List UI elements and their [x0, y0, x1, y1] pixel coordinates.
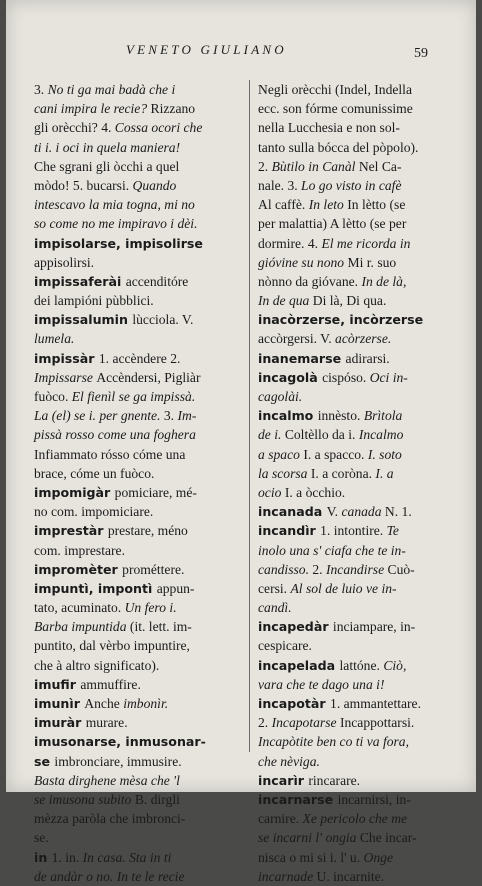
italic-example: Im-	[177, 408, 197, 424]
text-segment: lùcciola. V.	[132, 312, 194, 328]
headword: incapedàr	[258, 619, 333, 635]
text-segment: tato, acuminato.	[34, 600, 125, 616]
text-line	[34, 483, 239, 502]
text-segment: innèsto.	[317, 408, 364, 424]
text-line	[34, 80, 239, 99]
text-segment: se.	[34, 830, 49, 846]
italic-example: La (el) se i. per gnente.	[34, 408, 164, 424]
text-segment: mòdo!	[34, 177, 73, 193]
text-line	[258, 272, 454, 291]
text-line	[34, 617, 239, 636]
italic-example: Incalmo	[358, 427, 404, 443]
headword: imusonarse, inmusonar-	[34, 734, 206, 750]
text-line	[34, 752, 239, 771]
page-number: 59	[414, 46, 428, 61]
text-line	[258, 80, 454, 99]
headword: imuràr	[34, 715, 86, 731]
text-line	[258, 425, 454, 444]
text-segment: B. dirgli	[134, 791, 180, 807]
headword: incarìr	[258, 772, 309, 788]
text-segment: 3.	[287, 177, 302, 193]
text-segment: gli orècchi?	[34, 120, 102, 136]
text-line	[258, 349, 454, 368]
text-line	[258, 329, 454, 348]
text-line	[258, 234, 454, 253]
text-line	[258, 848, 454, 867]
text-segment: Mi r. suo	[347, 254, 397, 270]
text-segment: lattóne.	[339, 657, 384, 673]
italic-example: Xe pericolo che me	[302, 811, 408, 827]
text-line	[34, 598, 239, 617]
text-segment: Che sgrani gli òcchi a quel	[34, 158, 180, 174]
text-line	[34, 118, 239, 137]
text-segment: 2.	[258, 158, 272, 174]
right-column	[258, 80, 454, 886]
italic-example: El fienìl se ga impissà.	[71, 389, 196, 404]
text-segment: murare.	[85, 715, 128, 731]
italic-example: pissà rosso come una foghera	[34, 427, 196, 443]
italic-example: cani impira le recie?	[34, 101, 151, 117]
text-segment: Coltèllo da i.	[284, 427, 359, 443]
text-line	[258, 118, 454, 137]
text-segment: Che incar-	[359, 830, 417, 846]
text-line	[258, 713, 454, 732]
text-segment: adirarsi.	[345, 350, 390, 366]
text-line	[34, 579, 239, 598]
italic-example: Ciò,	[383, 657, 407, 673]
italic-example: se incarni l' ongia	[258, 830, 360, 846]
left-column	[34, 80, 239, 886]
italic-example: Al sol de luio ve in-	[290, 580, 397, 596]
text-line	[258, 656, 454, 675]
italic-example: In leto	[308, 197, 348, 213]
text-line	[34, 445, 239, 464]
text-line	[34, 694, 239, 713]
text-line	[258, 617, 454, 636]
text-line	[34, 771, 239, 790]
text-line	[258, 675, 454, 694]
text-segment: accòrgersi. V.	[258, 331, 336, 347]
text-line	[34, 560, 239, 579]
text-segment: appisolirsi.	[34, 254, 95, 270]
italic-example: inolo una s' ciafa che te in-	[258, 542, 406, 558]
text-segment: accenditóre	[125, 273, 189, 289]
text-segment: Di là, Di qua.	[312, 293, 387, 309]
text-segment: V.	[326, 504, 342, 520]
text-line	[34, 234, 239, 253]
text-line	[258, 368, 454, 387]
text-segment: Infiammato rósso cóme una	[34, 446, 186, 462]
italic-example: In casa. Sta in ti	[82, 849, 172, 865]
italic-example: Incapòtite ben co ti va fora,	[258, 734, 410, 750]
text-line	[34, 176, 239, 195]
italic-example: Incandirse	[325, 561, 388, 577]
running-title: VENETO GIULIANO	[126, 42, 287, 57]
text-segment: 2.	[170, 350, 181, 366]
headword: imunìr	[34, 696, 85, 711]
text-segment: cispóso.	[322, 369, 370, 385]
headword: impuntì, impontì	[34, 580, 157, 596]
text-segment: fuòco.	[34, 389, 72, 404]
text-line	[34, 272, 239, 291]
italic-example: canada	[341, 504, 385, 520]
text-segment: I. a òcchio.	[284, 484, 346, 500]
italic-example: de i.	[258, 427, 285, 443]
italic-example: ocio	[258, 484, 285, 500]
text-line	[34, 138, 239, 157]
text-line	[258, 464, 454, 483]
text-line	[34, 214, 239, 233]
page-header	[6, 38, 476, 64]
text-line	[34, 387, 239, 406]
italic-example: de andàr o no. In te le recie	[34, 868, 185, 884]
text-line	[34, 521, 239, 540]
italic-example: che nèviga.	[258, 753, 320, 769]
text-segment: cersi.	[258, 580, 291, 596]
text-line	[34, 349, 239, 368]
text-line	[258, 157, 454, 176]
text-line	[34, 675, 239, 694]
headword: inacòrzerse, incòrzerse	[258, 312, 424, 328]
text-segment: puntito, dal vèrbo impuntire,	[34, 638, 190, 654]
headword: incapotàr	[258, 696, 331, 711]
text-segment: 5.	[72, 177, 87, 193]
italic-example: Bùtilo in Canàl	[271, 158, 359, 174]
text-segment: dormire.	[258, 235, 308, 251]
text-line	[258, 214, 454, 233]
headword: impomigàr	[34, 484, 115, 500]
text-line	[34, 502, 239, 521]
text-segment: Nel Ca-	[358, 158, 402, 174]
text-line	[258, 195, 454, 214]
text-line	[34, 541, 239, 560]
text-segment: incarnirsi, in-	[337, 791, 411, 807]
italic-example: incarnade	[258, 868, 317, 884]
text-segment: N. 1.	[384, 504, 412, 520]
italic-example: la scorsa	[258, 465, 311, 481]
italic-example: cagolài.	[258, 389, 303, 404]
text-segment: In lètto (se	[347, 197, 406, 213]
text-line	[258, 387, 454, 406]
text-segment: 1. accèndere	[98, 350, 171, 366]
text-segment: 1. in.	[51, 849, 83, 865]
text-line	[34, 464, 239, 483]
text-line	[34, 253, 239, 272]
text-segment: che à altro significato).	[34, 657, 160, 673]
text-line	[258, 752, 454, 771]
text-segment: Incappottarsi.	[339, 715, 415, 731]
text-segment: tanto sulla bócca del pòpolo).	[258, 139, 419, 155]
text-line	[34, 867, 239, 886]
text-line	[258, 483, 454, 502]
italic-example: Barba impuntida	[34, 619, 130, 635]
text-segment: nisca o mi si i. l' u.	[258, 849, 364, 865]
text-line	[258, 138, 454, 157]
headword: impisolarse, impisolirse	[34, 235, 203, 251]
text-segment: bucarsi.	[86, 177, 133, 193]
italic-example: so come no me impiravo i dèi.	[34, 216, 198, 232]
text-segment: U. incarnite.	[316, 868, 385, 884]
book-page	[6, 0, 476, 884]
text-line	[258, 828, 454, 847]
text-line	[34, 828, 239, 847]
text-line	[258, 771, 454, 790]
text-segment: inciampare, in-	[332, 619, 416, 635]
text-line	[258, 694, 454, 713]
text-line	[258, 99, 454, 118]
text-segment: Rizzano	[150, 101, 196, 117]
text-segment: 3.	[163, 408, 178, 424]
headword: inanemarse	[258, 350, 346, 366]
text-segment: imbronciare, immusire.	[54, 753, 182, 769]
italic-example: Un fero i.	[124, 600, 177, 616]
text-line	[258, 445, 454, 464]
headword: impissàr	[34, 350, 99, 366]
text-segment: Negli orècchi (Indel, Indella	[258, 82, 412, 97]
text-segment: (it. lett. im-	[129, 619, 192, 635]
text-line	[258, 732, 454, 751]
headword: incandìr	[258, 523, 321, 539]
italic-example: In de qua	[258, 293, 313, 309]
italic-example: gióvine su nono	[258, 254, 348, 270]
text-segment: Anche	[84, 696, 124, 711]
italic-example: Quando	[132, 177, 177, 193]
text-line	[34, 848, 239, 867]
headword: in	[34, 849, 52, 865]
italic-example: a spaco	[258, 446, 304, 462]
headword: incarnarse	[258, 791, 338, 807]
text-line	[258, 560, 454, 579]
italic-example: intescavo la mia togna, mi no	[34, 197, 195, 213]
text-line	[258, 521, 454, 540]
text-segment: nella Lucchesia e non sol-	[258, 120, 400, 136]
text-line	[34, 636, 239, 655]
text-segment: 1. intontire.	[320, 523, 387, 539]
text-line	[258, 176, 454, 195]
italic-example: ti i. i oci in quela maniera!	[34, 139, 181, 155]
italic-example: Incapotarse	[271, 715, 340, 731]
text-line	[34, 809, 239, 828]
text-segment: brace, cóme un fuòco.	[34, 465, 155, 481]
text-line	[258, 253, 454, 272]
text-line	[258, 541, 454, 560]
text-line	[34, 291, 239, 310]
text-line	[258, 291, 454, 310]
text-line	[34, 195, 239, 214]
italic-example: vara che te dago una i!	[258, 676, 385, 692]
headword: imprestàr	[34, 523, 108, 539]
headword: impromèter	[34, 561, 123, 577]
text-line	[34, 310, 239, 329]
text-segment: nònno da gióvane.	[258, 273, 362, 289]
text-segment: carnire.	[258, 811, 303, 827]
text-line	[34, 157, 239, 176]
text-segment: ecc. son fórme comunissime	[258, 101, 413, 117]
headword: incalmo	[258, 408, 318, 424]
text-segment: prométtere.	[122, 561, 185, 577]
text-line	[34, 425, 239, 444]
text-segment: 1. ammantettare.	[330, 696, 421, 711]
text-line	[34, 368, 239, 387]
text-line	[34, 406, 239, 425]
italic-example: lumela.	[34, 331, 75, 347]
text-line	[258, 579, 454, 598]
text-segment: mèzza paròla che imbronci-	[34, 811, 186, 827]
text-line	[258, 502, 454, 521]
text-line	[34, 732, 239, 751]
text-segment: prestare, méno	[107, 523, 188, 539]
headword: se	[34, 753, 55, 769]
headword: impissaferài	[34, 273, 126, 289]
text-segment: com. imprestare.	[34, 542, 125, 558]
italic-example: No ti ga mai badà che i	[47, 82, 176, 97]
text-segment: nale.	[258, 177, 288, 193]
italic-example: se imusona subito	[34, 791, 135, 807]
text-segment: I. a coròna.	[310, 465, 376, 481]
headword: impissalumin	[34, 312, 133, 328]
column-divider	[249, 80, 250, 752]
text-line	[34, 329, 239, 348]
text-line	[258, 406, 454, 425]
italic-example: Impissarse	[34, 369, 97, 385]
text-line	[258, 310, 454, 329]
text-line	[34, 656, 239, 675]
text-segment: appun-	[156, 580, 195, 596]
italic-example: I. a	[375, 465, 394, 481]
text-line	[34, 713, 239, 732]
italic-example: In de là,	[361, 273, 407, 289]
italic-example: Lo go visto in cafè	[301, 177, 402, 193]
italic-example: Basta dirghene mèsa che 'l	[34, 772, 180, 788]
text-line	[258, 867, 454, 886]
headword: imufir	[34, 676, 81, 692]
text-segment: Cuò-	[387, 561, 415, 577]
italic-example: Onge	[363, 849, 393, 865]
text-segment: Al caffè.	[258, 197, 309, 213]
text-segment: Accèndersi, Pigliàr	[96, 369, 201, 385]
italic-example: candisso.	[258, 561, 313, 577]
text-segment: ammuffire.	[80, 676, 141, 692]
italic-example: Brìtola	[363, 408, 403, 424]
italic-example: Te	[386, 523, 399, 539]
italic-example: Cossa ocori che	[114, 120, 203, 136]
text-segment: 2.	[258, 715, 272, 731]
text-segment: pomiciare, mé-	[114, 484, 197, 500]
text-line	[34, 99, 239, 118]
text-segment: dei lampióni pùbblici.	[34, 293, 154, 309]
text-segment: per malattia) A lètto (se per	[258, 216, 407, 232]
text-segment: I. a spacco.	[303, 446, 368, 462]
text-line	[258, 809, 454, 828]
italic-example: I. soto	[367, 446, 402, 462]
text-line	[258, 636, 454, 655]
text-segment: no com. impomiciare.	[34, 504, 154, 520]
headword: incapelada	[258, 657, 340, 673]
italic-example: imbonìr.	[123, 696, 169, 711]
text-segment: 4.	[307, 235, 322, 251]
italic-example: Oci in-	[369, 369, 408, 385]
italic-example: candì.	[258, 600, 292, 616]
text-segment: 2.	[312, 561, 326, 577]
italic-example: acòrzerse.	[335, 331, 392, 347]
headword: incanada	[258, 504, 327, 520]
text-segment: rincarare.	[308, 772, 361, 788]
headword: incagolà	[258, 369, 323, 385]
text-segment: 4.	[101, 120, 115, 136]
text-segment: cespicare.	[258, 638, 312, 654]
text-segment: 3.	[34, 82, 48, 97]
italic-example: El me ricorda in	[321, 235, 411, 251]
text-line	[258, 598, 454, 617]
